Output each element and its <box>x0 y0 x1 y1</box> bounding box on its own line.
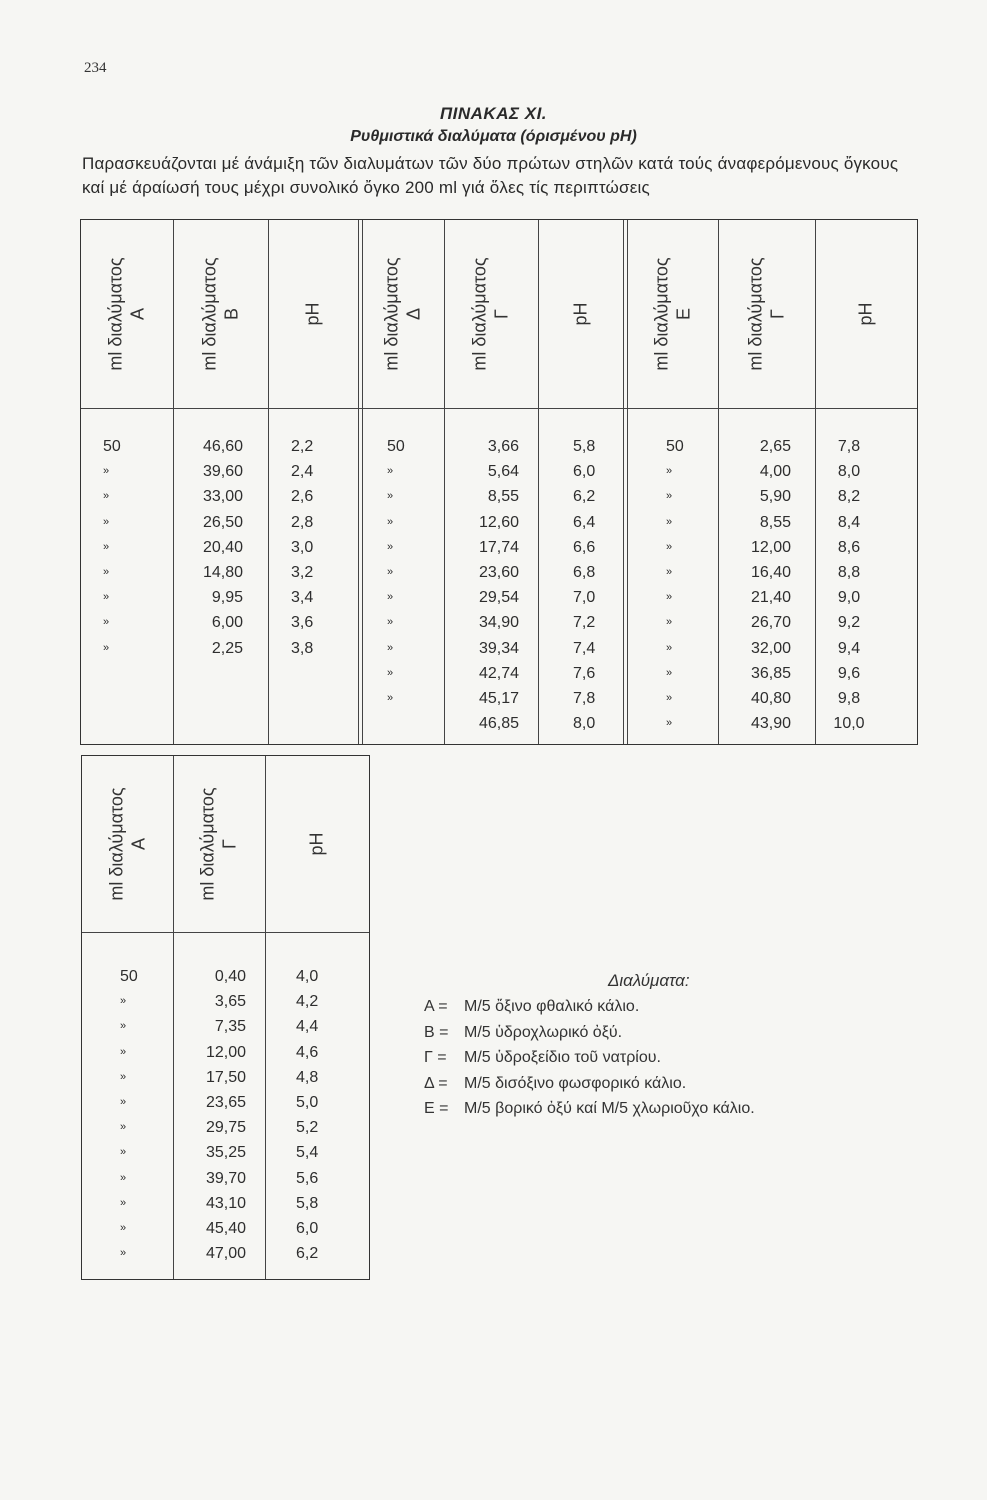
table-cell: 2,4 <box>291 463 314 481</box>
column-ml-g-3 <box>186 964 246 1266</box>
table-cell: 0,40 <box>214 968 246 985</box>
ditto-mark: » <box>120 1045 127 1058</box>
ditto-mark: » <box>387 490 394 503</box>
table-cell: 4,00 <box>759 463 791 481</box>
ditto-mark: » <box>103 515 110 528</box>
column-ph-4 <box>296 964 336 1266</box>
table-cell: 6,00 <box>211 614 243 632</box>
table-cell: 17,50 <box>205 1068 246 1086</box>
legend-text: M/5 βορικό ὀξύ καί M/5 χλωριοῦχο κάλιο. <box>464 1100 755 1117</box>
table-cell: 32,00 <box>750 639 791 657</box>
ditto-mark: » <box>666 565 673 578</box>
table-cell: 7,6 <box>573 664 596 682</box>
table-cell: 5,2 <box>296 1119 319 1137</box>
legend-key: Γ = <box>424 1049 447 1066</box>
ditto-mark: » <box>103 565 110 578</box>
ditto-mark: » <box>387 641 394 654</box>
header-ph-2: pH <box>570 302 591 326</box>
ditto-mark: » <box>120 1221 127 1234</box>
header-ml-solution-g-3: ml διαλύματος Γ <box>198 787 240 901</box>
ditto-mark: » <box>120 1171 127 1184</box>
header-ml-solution-b: ml διαλύματος B <box>199 257 242 371</box>
header-ml-solution-d: ml διαλύματος Δ <box>382 257 424 371</box>
table-cell: 43,10 <box>205 1194 246 1212</box>
table-cell: 2,6 <box>291 488 314 506</box>
header-ph-3: pH <box>855 302 876 326</box>
legend-key: Δ = <box>424 1074 448 1092</box>
ditto-mark: » <box>387 666 394 679</box>
table-cell: 2,65 <box>759 438 791 455</box>
table-cell: 23,60 <box>478 563 519 581</box>
table-cell: 3,2 <box>291 563 314 581</box>
table-cell: 45,40 <box>205 1219 246 1237</box>
table-cell: 7,8 <box>837 438 861 455</box>
table-cell: 3,0 <box>291 538 314 556</box>
ditto-mark: » <box>120 1247 127 1260</box>
table-cell: 29,75 <box>205 1119 246 1137</box>
table-cell: 6,4 <box>573 513 596 531</box>
ditto-mark: » <box>666 591 673 604</box>
legend-item <box>424 994 755 1020</box>
table-cell: 3,65 <box>214 993 246 1011</box>
ditto-mark: » <box>387 591 394 604</box>
table-cell: 8,55 <box>759 513 791 531</box>
table-cell: 2,25 <box>211 639 243 657</box>
table-cell: 8,2 <box>837 488 861 506</box>
legend-key: E = <box>424 1100 449 1117</box>
table-cell: 39,34 <box>478 639 519 657</box>
table-cell: 26,50 <box>202 513 243 531</box>
column-ml-g-1 <box>461 434 519 736</box>
table-title: ΠΙΝΑΚΑΣ XI. <box>439 104 548 123</box>
table-cell: 5,0 <box>296 1093 319 1111</box>
ditto-mark: » <box>103 616 110 629</box>
ditto-mark: » <box>103 591 110 604</box>
table-cell: 23,65 <box>205 1093 246 1111</box>
table-cell: 9,8 <box>837 689 861 707</box>
table-cell: 4,6 <box>296 1043 319 1061</box>
legend-title: Διαλύματα: <box>608 971 690 990</box>
table-cell: 9,4 <box>837 639 861 657</box>
legend-text: M/5 ὑδροξείδιο τοῦ νατρίου. <box>464 1049 661 1066</box>
column-ml-b <box>181 434 243 661</box>
table-cell: 12,00 <box>750 538 791 556</box>
table-cell: 26,70 <box>750 614 791 632</box>
table-cell: 4,4 <box>296 1018 319 1036</box>
ditto-mark: » <box>387 515 394 528</box>
ditto-mark: » <box>103 490 110 503</box>
table-cell: 12,60 <box>478 513 519 531</box>
legend-key: A = <box>424 998 448 1015</box>
table-cell: 5,6 <box>296 1169 319 1187</box>
table-cell: 21,40 <box>750 589 791 607</box>
ditto-mark: » <box>120 1121 127 1134</box>
ditto-mark: » <box>387 616 394 629</box>
ditto-mark: » <box>120 1146 127 1159</box>
table-cell: 35,25 <box>205 1144 246 1162</box>
table-description: Παρασκευάζονται μέ άνάμιξη τῶν διαλυμάτων τῶν δύο πρώτων στηλῶν κατά τούς άναφερόμενους ὄγκους καί μέ άραίωσή τους μέχρι συνολικό ὄγκο 200 ml γιά ὅλες τίς περιπτώσεις <box>82 154 899 197</box>
table-cell: 43,90 <box>750 715 791 733</box>
table-cell: 33,00 <box>202 488 243 506</box>
header-ph-4: pH <box>306 832 327 856</box>
ditto-mark: » <box>120 1196 127 1209</box>
table-cell: 50 <box>387 438 405 455</box>
table-cell: 8,6 <box>837 538 861 556</box>
ditto-mark: » <box>666 490 673 503</box>
table-cell: 3,4 <box>291 589 314 607</box>
ditto-mark: » <box>666 691 673 704</box>
legend-item <box>424 1045 755 1071</box>
table-cell: 9,0 <box>837 589 861 607</box>
header-ml-solution-a: ml διαλύματος A <box>106 257 148 371</box>
legend-text: M/5 δισόξινο φωσφορικό κάλιο. <box>464 1074 687 1092</box>
legend-item <box>424 1020 755 1046</box>
column-ml-e <box>666 434 706 736</box>
table-cell: 5,4 <box>296 1144 319 1162</box>
table-cell: 4,8 <box>296 1068 319 1086</box>
table-subtitle: Ρυθμιστικά διαλύματα (όρισμένου pH) <box>350 128 637 145</box>
table-cell: 47,00 <box>205 1245 246 1263</box>
column-ph-3 <box>819 434 879 736</box>
table-cell: 7,0 <box>573 589 596 607</box>
table-cell: 2,2 <box>291 438 314 455</box>
table-cell: 29,54 <box>478 589 519 607</box>
table-cell: 7,35 <box>214 1018 246 1036</box>
ditto-mark: » <box>387 465 394 478</box>
table-cell: 50 <box>120 968 138 985</box>
secondary-buffer-table <box>81 755 370 1280</box>
table-cell: 46,85 <box>478 715 519 733</box>
table-cell: 14,80 <box>202 563 243 581</box>
table-cell: 5,8 <box>296 1194 319 1212</box>
column-ph-2 <box>573 434 613 736</box>
table-cell: 9,6 <box>837 664 861 682</box>
table-cell: 9,2 <box>837 614 861 632</box>
ditto-mark: » <box>103 540 110 553</box>
table-cell: 8,0 <box>837 463 861 481</box>
header-ph-1: pH <box>302 302 323 326</box>
page-number: 234 <box>84 60 107 76</box>
ditto-mark: » <box>666 641 673 654</box>
header-ml-solution-g-1: ml διαλύματος Γ <box>470 257 512 371</box>
ditto-mark: » <box>666 515 673 528</box>
table-cell: 39,70 <box>205 1169 246 1187</box>
column-ml-a-2 <box>120 964 160 1266</box>
table-cell: 3,6 <box>291 614 314 632</box>
main-buffer-table <box>80 219 918 745</box>
legend-text: M/5 ὑδροχλωρικό ὀξύ. <box>464 1023 623 1041</box>
table-cell: 6,2 <box>296 1245 319 1263</box>
table-cell: 2,8 <box>291 513 314 531</box>
header-ml-solution-a-2: ml διαλύματος A <box>106 787 149 901</box>
column-ml-d <box>387 434 427 711</box>
table-cell: 6,0 <box>296 1219 319 1237</box>
table-cell: 20,40 <box>202 538 243 556</box>
ditto-mark: » <box>666 540 673 553</box>
ditto-mark: » <box>103 641 110 654</box>
ditto-mark: » <box>120 995 127 1008</box>
table-cell: 6,0 <box>573 463 596 481</box>
table-cell: 17,74 <box>478 538 519 556</box>
table-cell: 8,55 <box>487 488 519 506</box>
ditto-mark: » <box>120 1095 127 1108</box>
table-cell: 40,80 <box>750 689 791 707</box>
table-cell: 3,66 <box>487 438 519 455</box>
solutions-legend <box>424 968 755 1122</box>
ditto-mark: » <box>120 1070 127 1083</box>
table-cell: 12,00 <box>205 1043 246 1061</box>
table-cell: 36,85 <box>750 664 791 682</box>
ditto-mark: » <box>666 465 673 478</box>
ditto-mark: » <box>666 616 673 629</box>
column-ph-1 <box>291 434 325 661</box>
table-cell: 10,0 <box>833 715 865 733</box>
ditto-mark: » <box>120 1020 127 1033</box>
table-cell: 3,8 <box>291 639 314 657</box>
table-cell: 34,90 <box>478 614 519 632</box>
table-cell: 4,2 <box>296 993 319 1011</box>
table-cell: 50 <box>103 438 121 455</box>
table-cell: 45,17 <box>478 689 519 707</box>
table-cell: 16,40 <box>750 563 791 581</box>
legend-text: M/5 ὄξινο φθαλικό κάλιο. <box>464 998 640 1015</box>
legend-key: B = <box>424 1023 449 1041</box>
table-cell: 46,60 <box>202 438 243 455</box>
ditto-mark: » <box>387 565 394 578</box>
header-ml-solution-g-2: ml διαλύματος Γ <box>745 257 788 371</box>
table-cell: 5,8 <box>573 438 596 455</box>
column-ml-g-2 <box>731 434 791 736</box>
header-ml-solution-e: ml διαλύματος E <box>651 257 694 371</box>
ditto-mark: » <box>387 540 394 553</box>
legend-item <box>424 1071 755 1097</box>
table-cell: 5,64 <box>487 463 519 481</box>
table-cell: 6,2 <box>573 488 596 506</box>
table-cell: 8,0 <box>573 715 596 733</box>
ditto-mark: » <box>666 666 673 679</box>
table-cell: 7,2 <box>573 614 596 632</box>
table-cell: 9,95 <box>211 589 243 607</box>
table-cell: 6,8 <box>573 563 596 581</box>
table-cell: 8,8 <box>837 563 861 581</box>
table-cell: 39,60 <box>202 463 243 481</box>
column-ml-a <box>103 434 153 661</box>
table-cell: 6,6 <box>573 538 596 556</box>
table-cell: 5,90 <box>759 488 791 506</box>
table-cell: 4,0 <box>296 968 319 985</box>
table-cell: 7,4 <box>573 639 596 657</box>
ditto-mark: » <box>666 717 673 730</box>
table-cell: 50 <box>666 438 684 455</box>
legend-item <box>424 1096 755 1122</box>
ditto-mark: » <box>103 465 110 478</box>
table-cell: 42,74 <box>478 664 519 682</box>
ditto-mark: » <box>387 691 394 704</box>
table-cell: 8,4 <box>837 513 861 531</box>
table-cell: 7,8 <box>573 689 596 707</box>
